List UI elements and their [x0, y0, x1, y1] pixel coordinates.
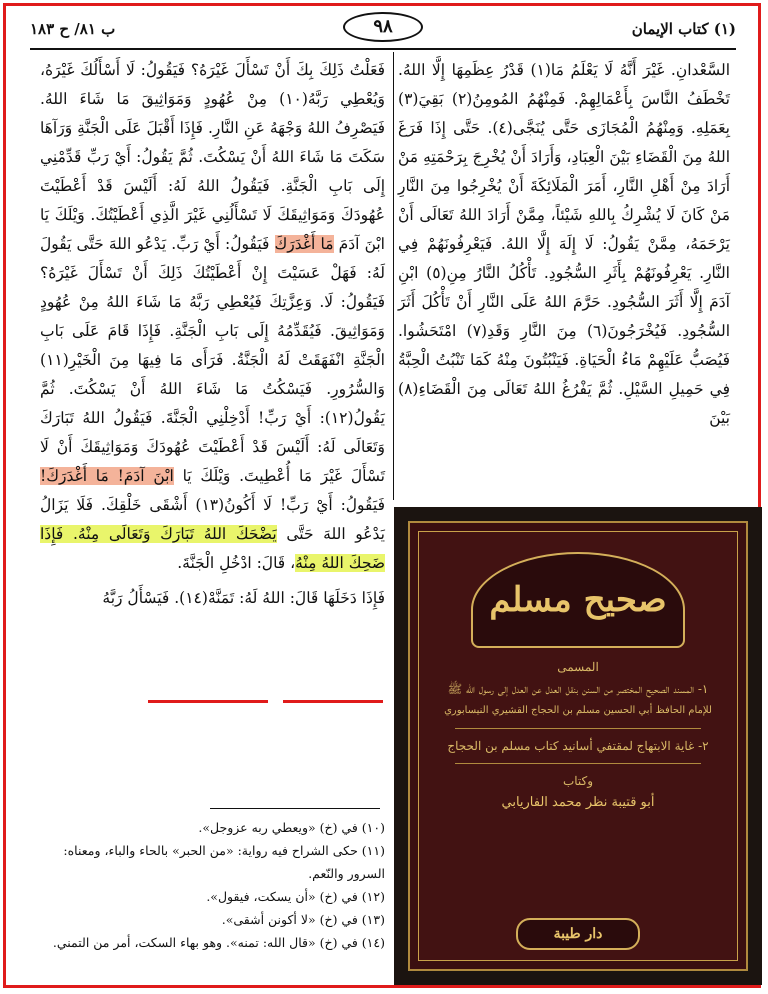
right-column-text — [398, 56, 730, 433]
highlight-yellow: يَضْحَكَ اللهُ تَبَارَكَ وَتَعَالَى مِنْهُ. فَإِذَا ضَحِكَ اللهُ مِنْهُ — [40, 525, 385, 572]
left-paragraph-main — [40, 56, 385, 578]
gold-divider — [455, 728, 701, 729]
right-paragraph: السَّعْدانِ. غَيْرَ أَنَّهُ لَا يَعْلَمُ مَا(١) قَدْرُ عِظَمِهَا إِلَّا اللهُ. تَخْطَفُ النَّاسَ بِأَعْمَالِهِمْ. فَمِنْهُمُ المُومِنُ(٢) بَقِيَ(٣) بِعَمَلِهِ. وَمِنْهُمُ الْمُجَازَى حَتَّى يُنَجَّى(٤). حَتَّى إِذَا فَرَغَ اللهُ مِنَ الْقَضَاءِ بَيْنَ الْعِبَادِ، وَأَرَادَ أَنْ يُخْرِجَ بِرَحْمَتِهِ مَنْ أَرَادَ مِنْ أَهْلِ النَّارِ، أَمَرَ الْمَلَائِكَةَ أَنْ يُخْرِجُوا مِنَ النَّارِ مَنْ كَانَ لَا يُشْرِكُ بِاللهِ شَيْئاً، مِمَّنْ أَرَادَ اللهُ تَعَالَى أَنْ يَرْحَمَهُ، مِمَّنْ يَقُولُ: لَا إِلَهَ إِلَّا اللهُ. فَيَعْرِفُونَهُمْ فِي النَّارِ. يَعْرِفُونَهُمْ بِأَثَرِ السُّجُودِ. تَأْكُلُ النَّارُ مِنِ(٥) ابْنِ آدَمَ إِلَّا أَثَرَ السُّجُودِ. حَرَّمَ اللهُ عَلَى النَّارِ أَنْ تَأْكُلَ أَثَرَ السُّجُودِ. فَيُخْرَجُونَ(٦) مِنَ النَّارِ وَقَدِ(٧) امْتَحَشُوا. فَيُصَبُّ عَلَيْهِمْ مَاءُ الْحَيَاةِ. فَيَنْبُتُونَ مِنْهُ كَمَا تَنْبُتُ الْحِبَّةُ فِي حَمِيلِ السَّيْلِ. ثُمَّ يَفْرُغُ اللهُ تَعَالَى مِنَ الْقَضَاءِ(٨) بَيْنَ — [398, 61, 731, 427]
text-segment: ، قَالَ: ادْخُلِ الْجَنَّةَ. — [177, 554, 296, 572]
chapter-title: (١) كتاب الإيمان — [631, 20, 736, 38]
footnote: (١١) حكى الشراح فيه رواية: «من الحبر» بالحاء والباء، ومعناه: السرور والنّعم. — [63, 843, 385, 881]
highlight-pink-2: ابْنَ آدَمَ! مَا أَغْدَرَكَ! — [40, 467, 174, 485]
text-segment: فَيَقُولُ: أَيْ رَبِّ! لَا أَكُونُ(١٣) أَشْقَى خَلْقِكَ. فَلَا يَزَالُ يَدْعُو اللهَ حَتَّى — [40, 496, 385, 543]
book-cover-image — [394, 507, 762, 985]
manuscript-ref: ب ٨١/ ح ١٨٣ — [30, 20, 116, 38]
red-underline — [283, 700, 383, 703]
footnote: (١٤) في (خ) «قال الله: تمنه». وهو بهاء السكت، أمر من التمني. — [52, 935, 385, 950]
gold-divider — [455, 763, 701, 764]
cover-part1: ١- المسند الصحيح المختصر من السنن بنقل العدل عن العدل إلى رسول الله ﷺ — [447, 682, 709, 696]
cover-editor: أبو قتيبة نظر محمد الفاريابي — [501, 795, 655, 810]
header-rule — [30, 48, 736, 50]
footnote: (١٣) في (خ) «لا أكونن أشقى». — [221, 912, 385, 927]
column-divider — [393, 52, 394, 500]
cover-part2: ٢- غاية الابتهاج لمقتفي أسانيد كتاب مسلم بن الحجاج — [447, 739, 709, 753]
left-column-text — [40, 56, 385, 613]
text-segment: فَعَلْتُ ذَلِكَ بِكَ أَنْ تَسْأَلَ غَيْرَهُ؟ فَيَقُولُ: لَا أَسْأَلُكَ غَيْرَهُ، وَيُعْطِي رَبَّهُ(١٠) مِنْ عُهُودٍ وَمَوَاثِيقَ مَا شَاءَ اللهُ. فَيَصْرِفُ اللهُ وَجْهَهُ عَنِ النَّارِ. فَإِذَا أَقْبَلَ عَلَى الْجَنَّةِ وَرَآهَا سَكَتَ مَا شَاءَ اللهُ أَنْ يَسْكُتَ. ثُمَّ يَقُولُ: أَيْ رَبِّ قَدِّمْنِي إِلَى بَابِ الْجَنَّةِ. فَيَقُولُ اللهُ لَهُ: أَلَيْسَ قَدْ أَعْطَيْتَ عُهُودَكَ وَمَوَاثِيقَكَ لَا تَسْأَلُنِي غَيْرَ الَّذِي أَعْطَيْتُكَ. وَيْلَكَ يَا ابْنَ آدَمَ — [40, 61, 385, 253]
cover-panel — [418, 531, 738, 961]
text-segment: فَيَقُولُ: أَيْ رَبِّ. يَدْعُو اللهَ حَتَّى يَقُولَ لَهُ: فَهَلْ عَسَيْتَ إِنْ أَعْطَيْتُكَ ذَلِكَ أَنْ تَسْأَلَ غَيْرَهُ؟ فَيَقُولُ: لَا. وَعِزَّتِكَ فَيُعْطِي رَبَّهُ مَا شَاءَ اللهُ مِنْ عُهُودٍ وَمَوَاثِيقَ. فَيُقَدِّمُهُ إِلَى بَابِ الْجَنَّةِ. فَإِذَا قَامَ عَلَى بَابِ الْجَنَّةِ انْفَهَقَتْ لَهُ الْجَنَّةُ. فَرَأَى مَا فِيهَا مِنَ الْخَيْرِ(١١) وَالسُّرُورِ. فَيَسْكُتُ مَا شَاءَ اللهُ أَنْ يَسْكُتَ. ثُمَّ يَقُولُ(١٢): أَيْ رَبِّ! أَدْخِلْنِي الْجَنَّةَ. فَيَقُولُ اللهُ تَبَارَكَ وَتَعَالَى لَهُ: أَلَيْسَ قَدْ أَعْطَيْتَ عُهُودَكَ وَمَوَاثِيقَكَ أَنْ لَا تَسْأَلَ غَيْرَ مَا أُعْطِيتَ. وَيْلَكَ يَا — [40, 235, 385, 485]
page-header — [30, 12, 736, 46]
red-underline — [148, 700, 268, 703]
footnote-rule — [210, 808, 380, 809]
footnote: (١٢) في (خ) «أن يسكت، فيقول». — [206, 889, 385, 904]
cover-border — [408, 521, 748, 971]
cover-title: صحيح مسلم — [471, 552, 685, 648]
highlight-pink-1: مَا أَغْدَرَكَ — [274, 235, 334, 253]
page-number: ٩٨ — [343, 12, 423, 42]
footnote: (١٠) في (خ) «ويعطي ربه عزوجل». — [198, 820, 385, 835]
cover-contents-label: وكتاب — [562, 774, 594, 788]
footnotes — [40, 816, 385, 954]
cover-text — [435, 656, 721, 814]
left-paragraph-end: فَإِذَا دَخَلَهَا قَالَ: اللهُ لَهُ: تَمَنَّهْ(١٤). فَيَسْأَلُ رَبَّهُ — [102, 589, 385, 607]
cover-part1-author: للإمام الحافظ أبي الحسين مسلم بن الحجاج القشيري النيسابوري — [444, 705, 712, 716]
cover-subtitle-label: المسمى — [557, 660, 599, 674]
publisher-logo: دار طيبة — [516, 918, 640, 950]
